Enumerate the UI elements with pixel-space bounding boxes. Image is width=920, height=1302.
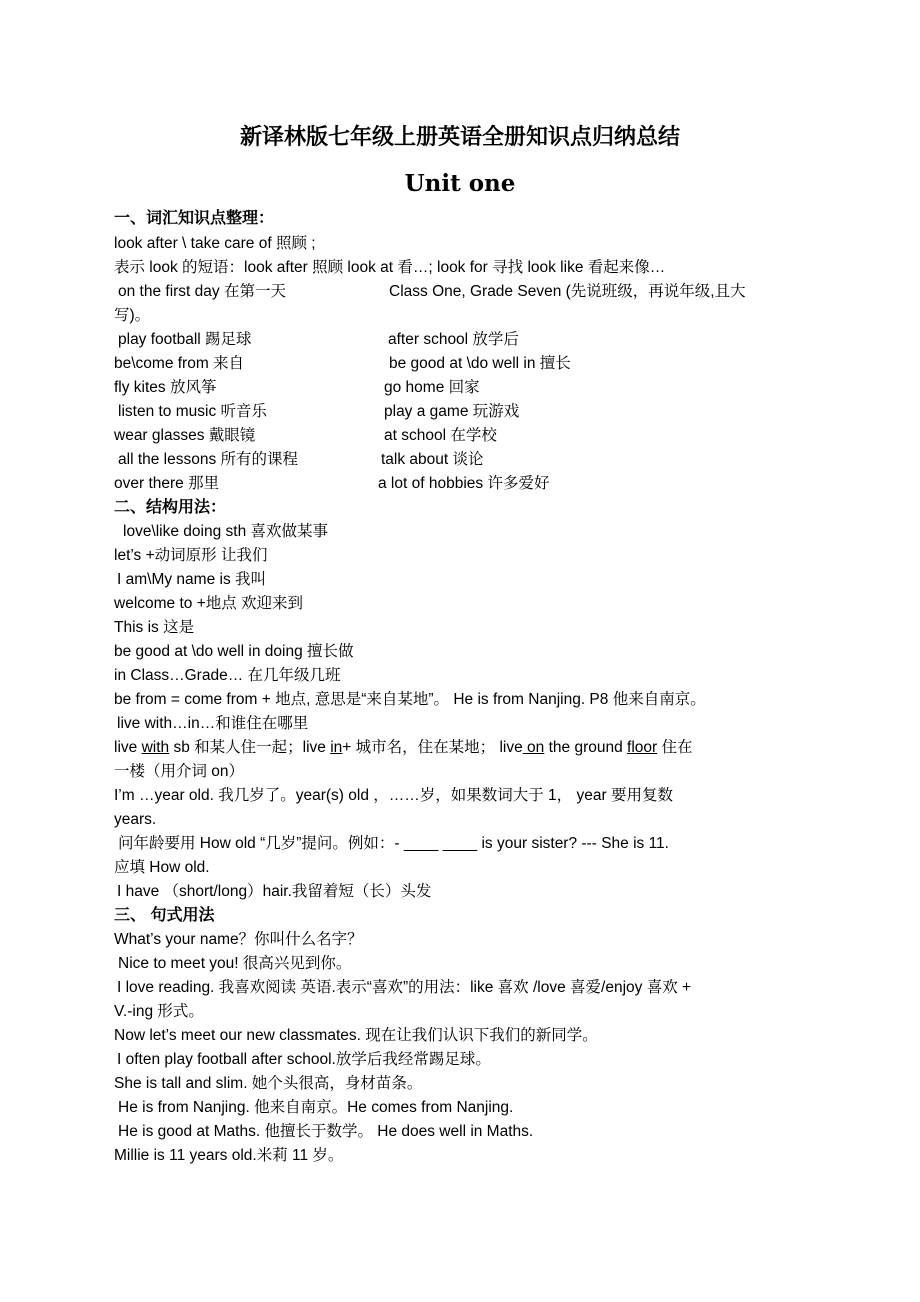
- text-line: This is 这是: [114, 619, 195, 636]
- text-line: I’m …year old. 我几岁了。year(s) old ，……岁，如果数词大于 1， year 要用复数: [114, 787, 673, 804]
- text-line: I often play football after school.放学后我经常踢足球。: [117, 1051, 491, 1068]
- text-line: look after \ take care of 照顾 ;: [114, 235, 316, 252]
- phrase-right: be good at \do well in 擅长: [389, 355, 571, 372]
- text-line: Millie is 11 years old.米莉 11 岁。: [114, 1147, 344, 1164]
- document-title: 新译林版七年级上册英语全册知识点归纳总结: [239, 124, 680, 149]
- text-line: live with…in…和谁住在哪里: [117, 715, 309, 732]
- text-line: in Class…Grade… 在几年级几班: [114, 667, 341, 684]
- text-line: love\like doing sth 喜欢做某事: [123, 523, 329, 540]
- phrase-right: at school 在学校: [384, 427, 497, 444]
- section-heading-sentences: 三、 句式用法: [114, 907, 215, 924]
- phrase-right: go home 回家: [384, 379, 480, 396]
- phrase-left: listen to music 听音乐: [118, 403, 268, 420]
- text-line: 写)。: [114, 307, 151, 324]
- phrase-left: be\come from 来自: [114, 355, 245, 372]
- underlined-word: in: [330, 739, 343, 756]
- text-line: I am\My name is 我叫: [117, 571, 266, 588]
- phrase-right: talk about 谈论: [381, 451, 484, 468]
- text-line: years.: [114, 811, 157, 828]
- text-line: 问年龄要用 How old “几岁”提问。例如：- ____ ____ is your sister? --- She is 11.: [118, 835, 669, 852]
- text-line: Nice to meet you! 很高兴见到你。: [118, 955, 352, 972]
- phrase-right: a lot of hobbies 许多爱好: [378, 475, 550, 492]
- section-heading-structures: 二、结构用法：: [114, 499, 227, 516]
- text-line: be from = come from + 地点, 意思是“来自某地”。 He is from Nanjing. P8 他来自南京。: [114, 691, 706, 708]
- unit-heading: Unit one: [404, 170, 516, 197]
- underlined-word: with: [141, 739, 170, 756]
- section-heading-vocabulary: 一、词汇知识点整理：: [114, 210, 275, 227]
- text-line: I have （short/long）hair.我留着短（长）头发: [117, 883, 432, 900]
- text-line: on the first day 在第一天: [118, 283, 286, 300]
- text-line: 表示 look 的短语：look after 照顾 look at 看…; look for 寻找 look like 看起来像…: [114, 259, 666, 276]
- phrase-left: play football 踢足球: [118, 331, 252, 348]
- text-line: I love reading. 我喜欢阅读 英语.表示“喜欢”的用法：like 喜欢 /love 喜爱/enjoy 喜欢 +: [117, 979, 692, 996]
- phrase-right: play a game 玩游戏: [384, 403, 520, 420]
- text-line: V.-ing 形式。: [114, 1003, 204, 1020]
- text-line: What’s your name？你叫什么名字？: [114, 931, 363, 948]
- text-line: 应填 How old.: [114, 859, 210, 876]
- phrase-left: over there 那里: [114, 475, 220, 492]
- phrase-left: fly kites 放风筝: [114, 379, 217, 396]
- text-line-live-prepositions: live with sb 和某人住一起；live in+ 城市名，住在某地； live on the ground floor 住在: [114, 739, 693, 756]
- phrase-left: all the lessons 所有的课程: [118, 451, 299, 468]
- text-line: She is tall and slim. 她个头很高，身材苗条。: [114, 1075, 423, 1092]
- text-line: welcome to +地点 欢迎来到: [114, 595, 304, 612]
- text-line: 一楼（用介词 on）: [114, 763, 245, 780]
- text-line: He is good at Maths. 他擅长于数学。 He does well in Maths.: [118, 1123, 534, 1140]
- text-line: He is from Nanjing. 他来自南京。He comes from Nanjing.: [118, 1099, 514, 1116]
- phrase-right: after school 放学后: [388, 331, 519, 348]
- text-line: Now let’s meet our new classmates. 现在让我们认识下我们的新同学。: [114, 1027, 598, 1044]
- text-line: be good at \do well in doing 擅长做: [114, 643, 354, 660]
- text-line: Class One, Grade Seven (先说班级，再说年级,且大: [389, 283, 746, 300]
- phrase-left: wear glasses 戴眼镜: [114, 427, 256, 444]
- underlined-word: floor: [627, 739, 658, 756]
- text-line: let’s +动词原形 让我们: [114, 547, 268, 564]
- underlined-word: on: [522, 739, 545, 756]
